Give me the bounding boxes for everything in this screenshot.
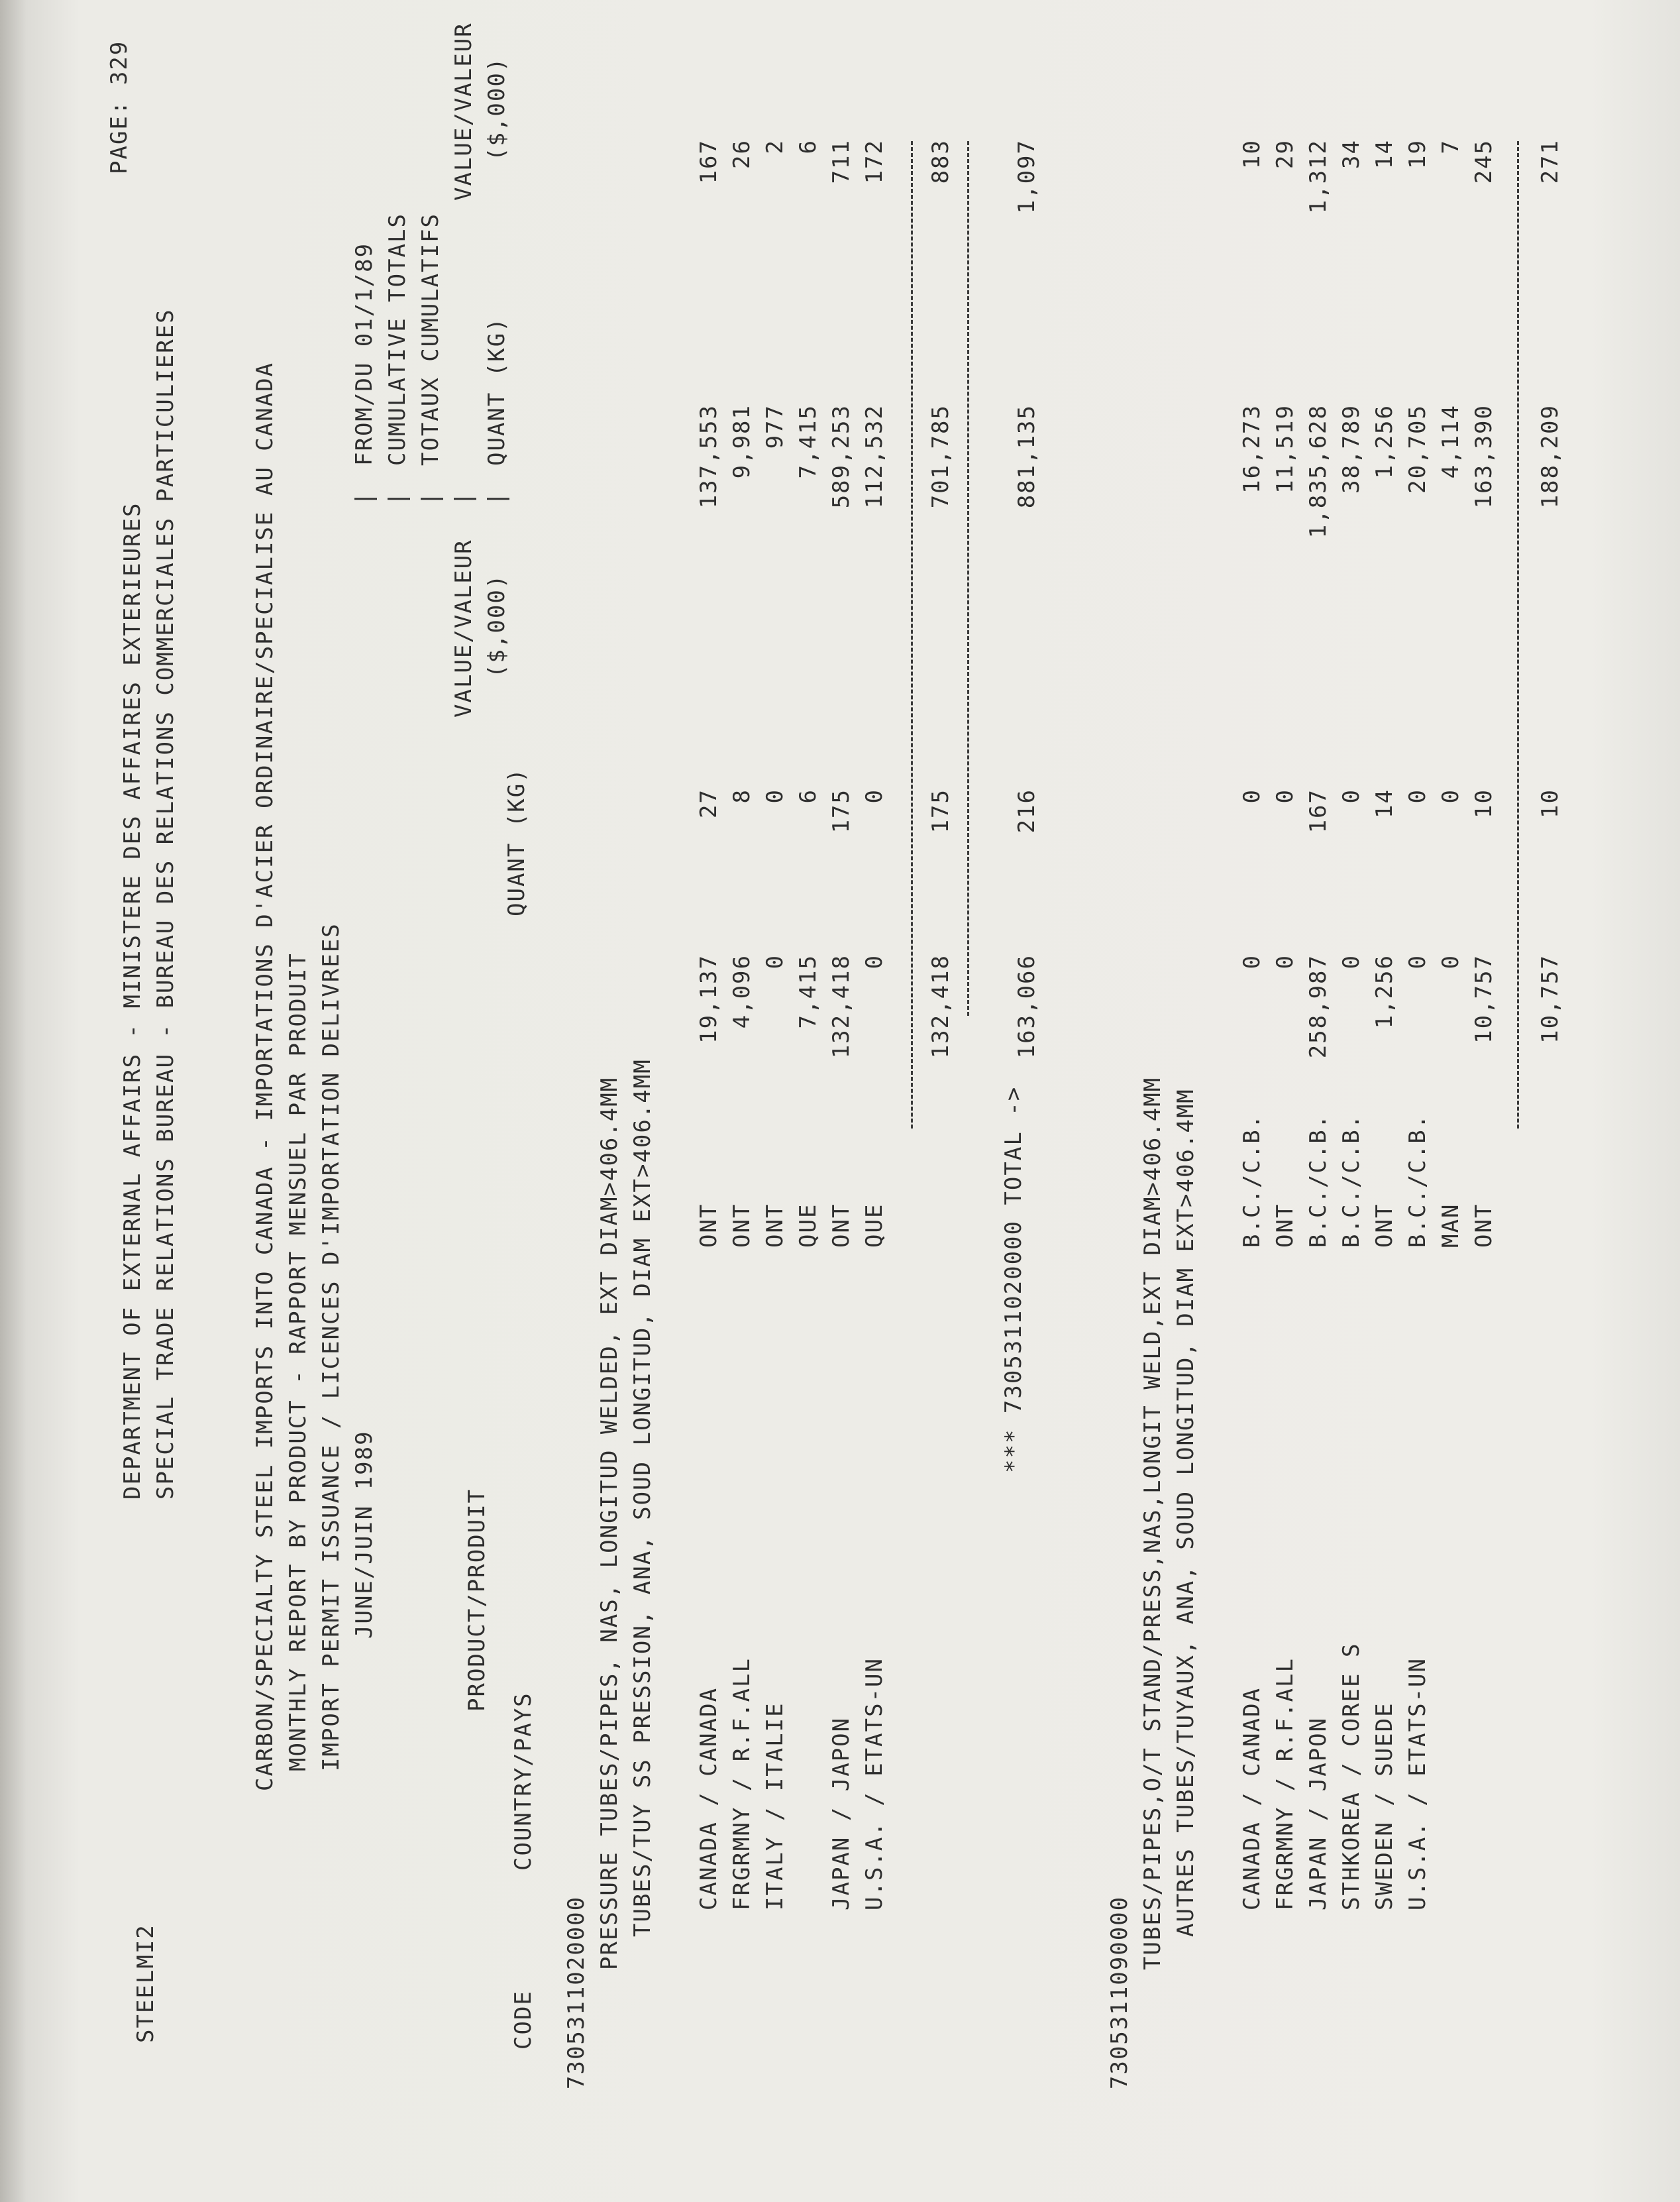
row-value: 175 [828,789,855,834]
row-quant: 1,256 [1371,954,1398,1029]
row-province: ONT [696,1203,722,1248]
row-province: B.C./C.B. [1305,1113,1332,1248]
row-cquant: 137,553 [696,404,722,509]
subtotal-value: 10 [1537,789,1563,818]
row-cvalue: 172 [861,139,888,184]
row-country: ITALY / ITALIE [762,1702,788,1910]
column-header-cvalue-unit: ($,000) [484,56,510,161]
row-country: U.S.A. / ETATS-UN [861,1657,888,1910]
row-cvalue: 19 [1404,139,1431,169]
row-cvalue: 7 [1438,139,1464,154]
row-cquant: 7,415 [795,404,821,479]
row-value: 27 [696,789,722,818]
row-country: FRGRMNY / R.F.ALL [1272,1657,1298,1910]
row-value: 6 [795,789,821,804]
row-cvalue: 14 [1371,139,1398,169]
row-country: STHKOREA / COREE S [1338,1642,1365,1910]
product-total-label: *** 7305311020000 TOTAL -> [1000,1085,1027,1473]
column-header-value: VALUE/VALEUR [450,539,477,718]
subtotal-cquant: 701,785 [927,404,954,509]
column-separator: | [484,492,510,506]
subtotal-quant: 10,757 [1537,954,1563,1044]
row-value: 167 [1305,789,1332,834]
row-country: JAPAN / JAPON [1305,1716,1332,1910]
row-cquant: 1,256 [1371,404,1398,479]
row-cquant: 163,390 [1471,404,1497,509]
total-quant: 163,066 [1014,954,1040,1059]
row-province: ONT [762,1203,788,1248]
total-cquant: 881,135 [1014,404,1040,509]
row-quant: 10,757 [1471,954,1497,1044]
row-quant: 0 [861,954,888,969]
row-cquant: 112,532 [861,404,888,509]
report-id: STEELMI2 [132,1924,159,2043]
column-header-code: CODE [510,1990,537,2050]
subtotal-cvalue: 883 [927,139,954,184]
row-value: 8 [729,789,755,804]
row-country: JAPAN / JAPON [828,1716,855,1910]
row-cvalue: 245 [1471,139,1497,184]
row-cquant: 977 [762,404,788,449]
row-province: B.C./C.B. [1239,1113,1265,1248]
row-cvalue: 34 [1338,139,1365,169]
cumulative-from: FROM/DU 01/1/89 [351,242,378,466]
column-header-country: COUNTRY/PAYS [510,1692,537,1871]
row-cvalue: 1,312 [1305,139,1332,214]
row-cvalue: 167 [696,139,722,184]
subtotal-rule [1517,141,1519,1129]
row-quant: 0 [1338,954,1365,969]
row-cquant: 11,519 [1272,404,1298,494]
row-cquant: 16,273 [1239,404,1265,494]
row-quant: 19,137 [696,954,722,1044]
row-value: 0 [861,789,888,804]
bureau-title: SPECIAL TRADE RELATIONS BUREAU - BUREAU DES RELATIONS COMMERCIALES PARTICULIERES [152,308,179,1500]
row-cquant: 20,705 [1404,404,1431,494]
row-cquant: 38,789 [1338,404,1365,494]
report-period: JUNE/JUIN 1989 [351,1430,378,1639]
row-cvalue: 2 [762,139,788,154]
row-country: CANADA / CANADA [696,1686,722,1910]
row-cvalue: 10 [1239,139,1265,169]
row-cquant: 9,981 [729,404,755,479]
row-quant: 4,096 [729,954,755,1029]
department-title: DEPARTMENT OF EXTERNAL AFFAIRS - MINISTERE DES AFFAIRES EXTERIEURES [119,502,146,1500]
row-country: CANADA / CANADA [1239,1686,1265,1910]
row-quant: 0 [1239,954,1265,969]
row-quant: 0 [1272,954,1298,969]
product-code: 7305311020000 [563,1895,590,2089]
row-country: U.S.A. / ETATS-UN [1404,1657,1431,1910]
column-header-cquant: QUANT (KG) [484,317,510,466]
row-province: QUE [795,1203,821,1248]
total-cvalue: 1,097 [1014,139,1040,214]
row-cvalue: 26 [729,139,755,169]
row-country: FRGRMNY / R.F.ALL [729,1657,755,1910]
row-value: 0 [762,789,788,804]
column-separator: | [351,492,378,506]
column-header-product: PRODUCT/PRODUIT [464,1488,490,1712]
row-province: ONT [1371,1203,1398,1248]
row-value: 0 [1272,789,1298,804]
row-quant: 0 [1438,954,1464,969]
page-number: PAGE: 329 [106,40,132,174]
column-separator: | [384,492,411,506]
row-province: ONT [729,1203,755,1248]
total-value: 216 [1014,789,1040,834]
total-rule [967,141,969,1016]
product-description: PRESSURE TUBES/PIPES, NAS, LONGITUD WELDED, EXT DIAM>406.4MM [596,1076,623,1970]
row-value: 0 [1338,789,1365,804]
product-description-fr: AUTRES TUBES/TUYAUX, ANA, SOUD LONGITUD, DIAM EXT>406.4MM [1173,1088,1199,1937]
row-value: 0 [1404,789,1431,804]
row-cquant: 1,835,628 [1305,404,1332,539]
row-value: 14 [1371,789,1398,818]
subtotal-value: 175 [927,789,954,834]
row-cquant: 589,253 [828,404,855,509]
subtotal-quant: 132,418 [927,954,954,1059]
row-quant: 7,415 [795,954,821,1029]
row-province: QUE [861,1203,888,1248]
report-title: CARBON/SPECIALTY STEEL IMPORTS INTO CANADA - IMPORTATIONS D'ACIER ORDINAIRE/SPECIALISE AU CANADA [252,361,278,1791]
column-header-cvalue: VALUE/VALEUR [450,22,477,201]
row-province: ONT [1471,1203,1497,1248]
row-quant: 258,987 [1305,954,1332,1059]
row-cquant: 4,114 [1438,404,1464,479]
row-cvalue: 711 [828,139,855,184]
row-cvalue: 29 [1272,139,1298,169]
report-subtitle: MONTHLY REPORT BY PRODUCT - RAPPORT MENSUEL PAR PRODUIT [285,952,311,1771]
product-description-fr: TUBES/TUY SS PRESSION, ANA, SOUD LONGITUD, DIAM EXT>406.4MM [629,1058,656,1937]
row-province: B.C./C.B. [1338,1113,1365,1248]
row-quant: 0 [1404,954,1431,969]
cumulative-totals: CUMULATIVE TOTALS [384,213,411,466]
report-subtitle-2: IMPORT PERMIT ISSUANCE / LICENCES D'IMPORTATION DELIVREES [318,922,344,1771]
column-header-quant: QUANT (KG) [503,767,530,916]
row-province: B.C./C.B. [1404,1113,1431,1248]
row-province: ONT [828,1203,855,1248]
subtotal-cvalue: 271 [1537,139,1563,184]
row-quant: 0 [762,954,788,969]
column-separator: | [417,492,444,506]
row-province: ONT [1272,1203,1298,1248]
row-country: SWEDEN / SUEDE [1371,1702,1398,1910]
subtotal-rule [911,141,913,1129]
row-value: 0 [1239,789,1265,804]
column-header-value-unit: ($,000) [484,573,510,678]
subtotal-cquant: 188,209 [1537,404,1563,509]
row-value: 0 [1438,789,1464,804]
row-province: MAN [1438,1203,1464,1248]
cumulative-totals-fr: TOTAUX CUMULATIFS [417,213,444,466]
row-quant: 132,418 [828,954,855,1059]
product-description: TUBES/PIPES,O/T STAND/PRESS,NAS,LONGIT WELD,EXT DIAM>406.4MM [1139,1076,1166,1970]
row-value: 10 [1471,789,1497,818]
column-separator: | [450,492,477,506]
product-code: 7305311090000 [1106,1895,1133,2089]
row-cvalue: 6 [795,139,821,154]
